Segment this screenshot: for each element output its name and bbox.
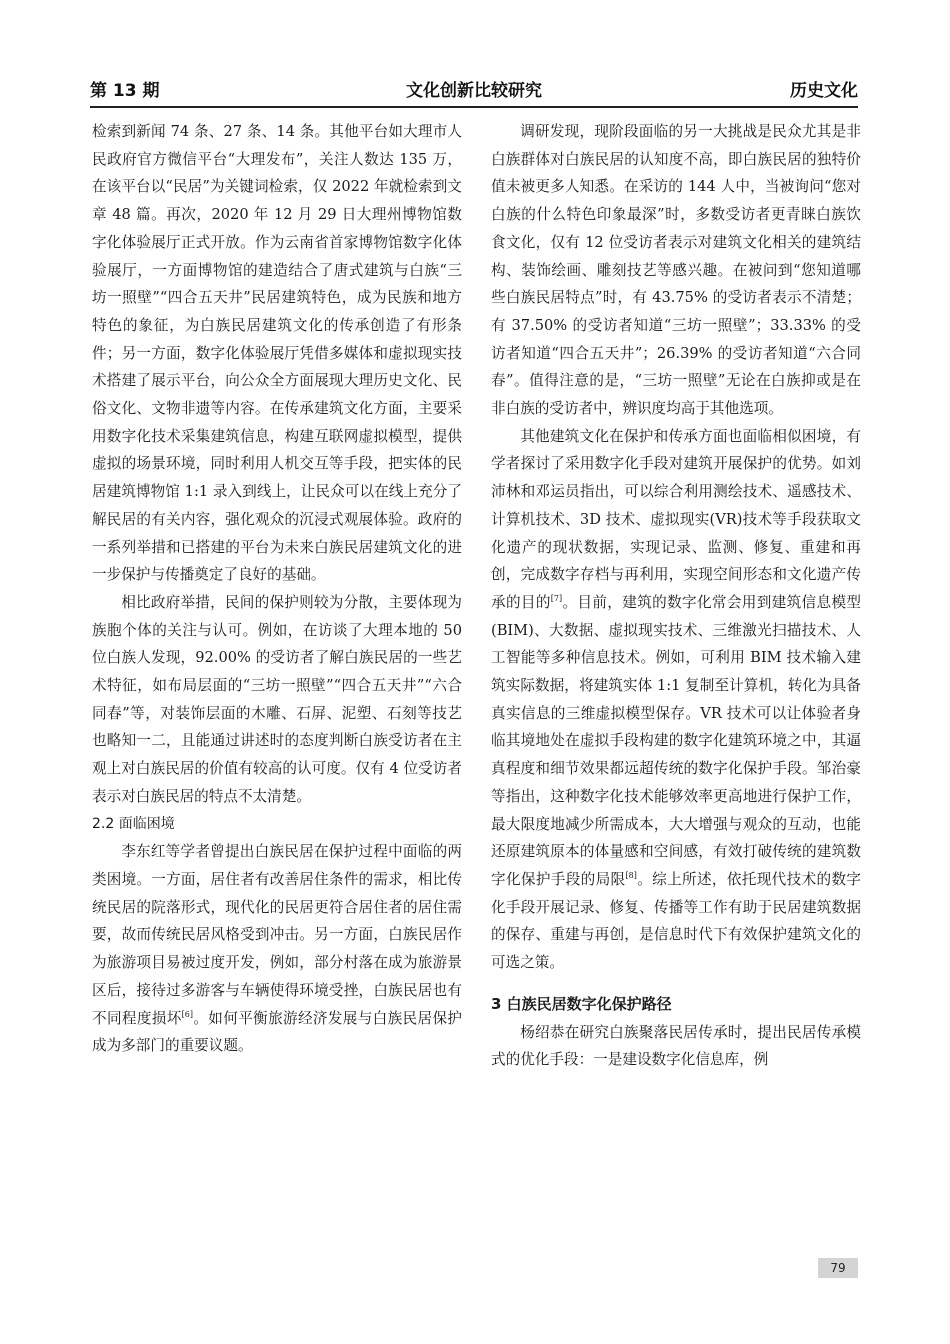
running-header (90, 76, 858, 104)
page-number: 79 (818, 1258, 858, 1278)
citation-ref: [8] (625, 870, 637, 880)
paragraph: 调研发现，现阶段面临的另一大挑战是民众尤其是非白族群体对白族民居的认知度不高，即白族民居的独特价值未被更多人知悉。在采访的 144 人中，当被询问“您对白族的什么特色印象最深”时，多数受访者更青睐白族饮食文化，仅有 12 位受访者表示对建筑文化相关的建筑结构、装饰绘画、雕刻技艺等感兴趣。在被问到“您知道哪些白族民居特点”时，有 43.75% 的受访者表示不清楚；有 37.50% 的受访者知道“三坊一照壁”；33.33% 的受访者知道“四合五天井”；26.39% 的受访者知道“六合同春”。值得注意的是，“三坊一照壁”无论在白族抑或是在非白族的受访者中，辨识度均高于其他选项。 (491, 123, 861, 418)
paragraph: 相比政府举措，民间的保护则较为分散，主要体现为族胞个体的关注与认可。例如，在访谈了大理本地的 50 位白族人发现，92.00% 的受访者了解白族民居的一些艺术特征，如布局层面的“三坊一照壁”“四合五天井”“六合同春”等，对装饰层面的木雕、石屏、泥塑、石刻等技艺也略知一二，且能通过讲述时的态度判断白族受访者在主观上对白族民居的价值有较高的认可度。仅有 4 位受访者表示对白族民居的特点不太清楚。 (92, 593, 462, 805)
section-name: 历史文化 (790, 81, 858, 101)
spacer (491, 977, 861, 991)
header-rule (90, 106, 858, 108)
left-column (92, 118, 462, 1060)
paragraph: 其他建筑文化在保护和传承方面也面临相似困境，有学者探讨了采用数字化手段对建筑开展保护的优势。如刘沛林和邓运员指出，可以综合利用测绘技术、遥感技术、计算机技术、3D 技术、虚拟现实(VR)技术等手段获取文化遗产的现状数据，实现记录、监测、修复、重建和再创，完成数字存档与再利用，实现空间形态和文化遗产传承的目的[7]。目前，建筑的数字化常会用到建筑信息模型(BIM)、大数据、虚拟现实技术、三维激光扫描技术、人工智能等多种信息技术。例如，可利用 BIM 技术输入建筑实际数据，将建筑实体 1:1 复制至计算机，转化为具备真实信息的三维虚拟模型保存。VR 技术可以让体验者身临其境地处在虚拟手段构建的数字化建筑环境之中，其逼真程度和细节效果都远超传统的数字化保护手段。邹治豪等指出，这种数字化技术能够效率更高地进行保护工作，最大限度地减少所需成本，大大增强与观众的互动，也能还原建筑原本的体量感和空间感，有效打破传统的建筑数字化保护手段的局限[8]。综上所述，依托现代技术的数字化手段开展记录、修复、传播等工作有助于民居建筑数据的保存、重建与再创，是信息时代下有效保护建筑文化的可选之策。 (491, 427, 861, 972)
issue-number: 第 13 期 (90, 81, 160, 101)
paragraph: 李东红等学者曾提出白族民居在保护过程中面临的两类困境。一方面，居住者有改善居住条件的需求，相比传统民居的院落形式，现代化的民居更符合居住者的居住需要，故而传统民居风格受到冲击。另一方面，白族民居作为旅游项目易被过度开发，例如，部分村落在成为旅游景区后，接待过多游客与车辆使得环境受挫，白族民居也有不同程度损坏[6]。如何平衡旅游经济发展与白族民居保护成为多部门的重要议题。 (92, 843, 462, 1055)
right-column (491, 118, 861, 1074)
section-heading-3: 3 白族民居数字化保护路径 (491, 994, 672, 1013)
paragraph: 检索到新闻 74 条、27 条、14 条。其他平台如大理市人民政府官方微信平台“大理发布”，关注人数达 135 万，在该平台以“民居”为关键词检索，仅 2022 年就检索到文章 48 篇。再次，2020 年 12 月 29 日大理州博物馆数字化体验展厅正式开放。作为云南省首家博物馆数字化体验展厅，一方面博物馆的建造结合了唐式建筑与白族“三坊一照壁”“四合五天井”民居建筑特色，成为民族和地方特色的象征，为白族民居建筑文化的传承创造了有形条件；另一方面，数字化体验展厅凭借多媒体和虚拟现实技术搭建了展示平台，向公众全方面展现大理历史文化、民俗文化、文物非遗等内容。在传承建筑文化方面，主要采用数字化技术采集建筑信息，构建互联网虚拟模型，提供虚拟的场景环境，同时利用人机交互等手段，把实体的民居建筑博物馆 1:1 录入到线上，让民众可以在线上充分了解民居的有关内容，强化观众的沉浸式观展体验。政府的一系列举措和已搭建的平台为未来白族民居建筑文化的进一步保护与传播奠定了良好的基础。 (92, 123, 462, 584)
section-heading-2-2: 2.2 面临困境 (92, 815, 175, 832)
paragraph: 杨绍恭在研究白族聚落民居传承时，提出民居传承模式的优化手段：一是建设数字化信息库，例 (491, 1023, 861, 1069)
journal-title: 文化创新比较研究 (406, 81, 542, 101)
citation-ref: [6] (181, 1009, 194, 1019)
citation-ref: [7] (550, 593, 563, 603)
